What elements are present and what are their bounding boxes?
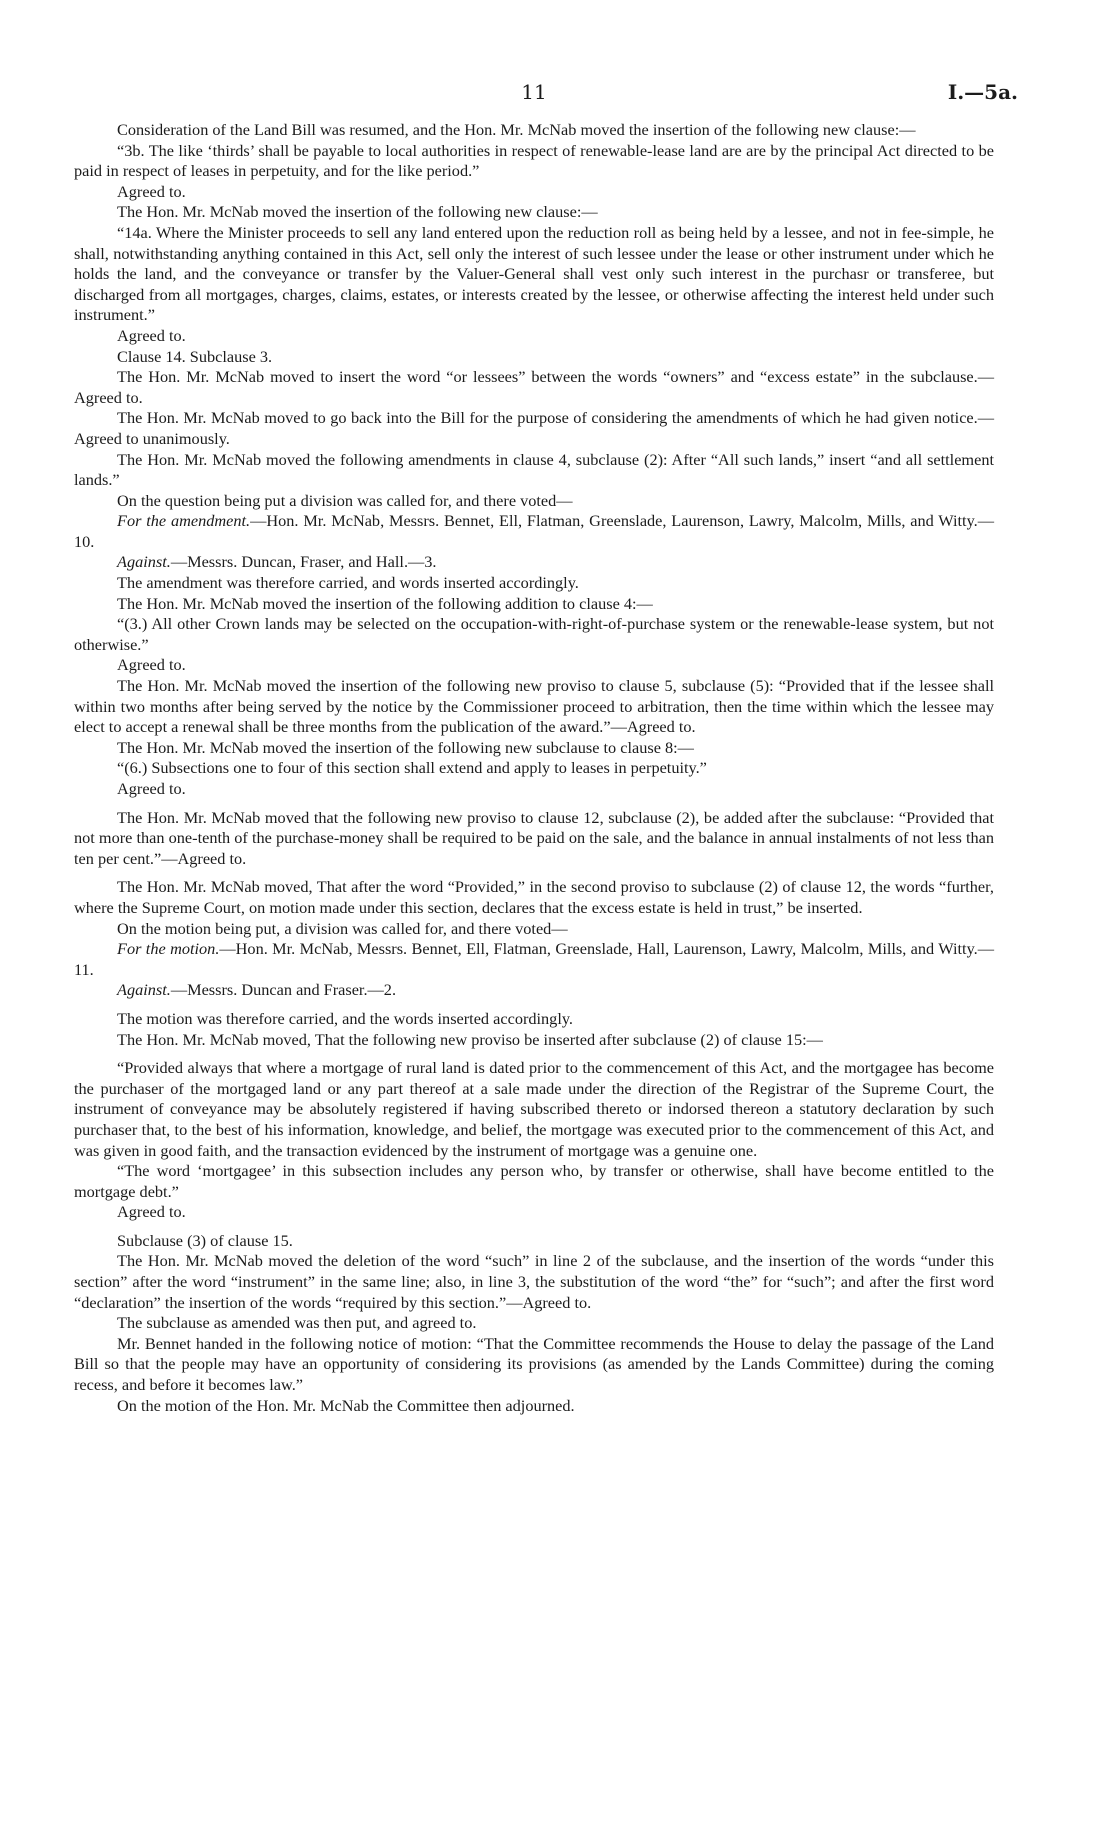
vote-label: For the amendment. xyxy=(117,511,251,531)
paragraph-text: The amendment was therefore carried, and words inserted accordingly. xyxy=(117,573,579,593)
paragraph xyxy=(74,573,994,594)
paragraph-text: —Messrs. Duncan and Fraser.—2. xyxy=(170,980,397,1000)
paragraph-text: The Hon. Mr. McNab moved the insertion of the following new clause:— xyxy=(117,202,598,222)
paragraph-text: The Hon. Mr. McNab moved the following amendments in clause 4, subclause (2): After “All such lands,” insert “and all settlement lands.” xyxy=(74,449,994,490)
paragraph xyxy=(74,491,994,512)
paragraph-text: Subclause (3) of clause 15. xyxy=(117,1230,293,1250)
paragraph xyxy=(74,758,994,779)
paragraph-text: The motion was therefore carried, and the words inserted accordingly. xyxy=(117,1008,574,1028)
paragraph xyxy=(74,202,994,223)
paragraph-text: The Hon. Mr. McNab moved the insertion of the following new proviso to clause 5, subclause (5): “Provided that if the lessee shall within two months after being served by the notice by the Commissioner proceed to arbitration, then the time within which the lessee may elect to accept a renewal shall be three months from the publication of the award.”—Agreed to. xyxy=(74,676,994,737)
paragraph xyxy=(74,779,994,800)
paragraph xyxy=(74,1334,994,1396)
vote-label: For the motion. xyxy=(117,939,220,959)
paragraph-text: The Hon. Mr. McNab moved that the following new proviso to clause 12, subclause (2), be added after the subclause: “Provided that not more than one-tenth of the purchase-money shall be required to be paid on the sale, and the balance in annual instalments of not less than ten per cent.”—Agreed to. xyxy=(74,807,994,868)
paragraph xyxy=(74,614,994,655)
paragraph xyxy=(74,367,994,408)
paragraph-text: “3b. The like ‘thirds’ shall be payable to local authorities in respect of renewable-lease land are are by the principal Act directed to be paid in respect of leases in perpetuity, and for the like period.” xyxy=(74,140,994,181)
paragraph xyxy=(74,1231,994,1252)
paragraph xyxy=(74,120,994,141)
paragraph-text: “14a. Where the Minister proceeds to sell any land entered upon the reduction roll as being held by a lessee, and not in fee-simple, he shall, notwithstanding anything contained in this Act, sell only the interest of such lessee under the lease or other instrument under which he holds the land, and the conveyance or transfer by the Valuer-General shall vest only such interest in the purchasr or transferee, but discharged from all mortgages, charges, claims, estates, or interests created by the lessee, or otherwise affecting the interest held under such instrument.” xyxy=(74,222,994,325)
paragraph xyxy=(74,1058,994,1161)
paragraph xyxy=(74,655,994,676)
paragraph-text: The Hon. Mr. McNab moved the insertion of the following addition to clause 4:— xyxy=(117,593,653,613)
paragraph-text: “(3.) All other Crown lands may be selected on the occupation-with-right-of-purchase system or the renewable-lease system, but not otherwise.” xyxy=(74,614,994,654)
paragraph-text: Clause 14. Subclause 3. xyxy=(117,346,273,366)
paragraph-text: Agreed to. xyxy=(117,655,186,675)
page-number: 11 xyxy=(521,80,547,104)
paragraph xyxy=(74,808,994,870)
paragraph-text: —Hon. Mr. McNab, Messrs. Bennet, Ell, Flatman, Greenslade, Hall, Laurenson, Lawry, Malcolm, Mills, and Witty.—11. xyxy=(74,939,995,979)
document-page xyxy=(74,80,1018,1416)
paragraph xyxy=(74,326,994,347)
paragraph xyxy=(74,182,994,203)
document-reference: I.—5a. xyxy=(947,80,1018,104)
paragraph-text: —Hon. Mr. McNab, Messrs. Bennet, Ell, Flatman, Greenslade, Laurenson, Lawry, Malcolm, Mills, and Witty.—10. xyxy=(74,511,995,551)
paragraph xyxy=(74,450,994,491)
paragraph xyxy=(74,1009,994,1030)
paragraph-text: The Hon. Mr. McNab moved, That after the word “Provided,” in the second proviso to subclause (2) of clause 12, the words “further, where the Supreme Court, on motion made under this section, declares that the excess estate is held in trust,” be inserted. xyxy=(74,877,994,917)
page-header xyxy=(74,80,1018,120)
paragraph xyxy=(74,738,994,759)
paragraph-text: On the question being put a division was called for, and there voted— xyxy=(117,490,573,510)
paragraph xyxy=(74,1313,994,1334)
paragraph-text: The subclause as amended was then put, and agreed to. xyxy=(117,1313,477,1333)
paragraph-text: Agreed to. xyxy=(117,181,186,201)
paragraph-text: On the motion of the Hon. Mr. McNab the Committee then adjourned. xyxy=(117,1395,575,1415)
paragraph xyxy=(74,594,994,615)
paragraph xyxy=(74,223,994,326)
vote-label: Against. xyxy=(117,552,171,572)
paragraph xyxy=(74,1251,994,1313)
paragraph-text: Agreed to. xyxy=(117,779,186,798)
paragraph-text: Agreed to. xyxy=(117,325,186,345)
paragraph xyxy=(74,980,994,1001)
paragraph xyxy=(74,1396,994,1417)
paragraph-text: Consideration of the Land Bill was resumed, and the Hon. Mr. McNab moved the insertion of the following new clause:— xyxy=(117,120,916,139)
paragraph-text: The Hon. Mr. McNab moved the deletion of the word “such” in line 2 of the subclause, and the insertion of the words “under this section” after the word “instrument” in the same line; also, in line 3, the substitution of the word “the” for “such”; and after the first word “declaration” the insertion of the words “required by this section.”—Agreed to. xyxy=(74,1251,994,1312)
paragraph-text: Agreed to. xyxy=(117,1202,186,1222)
paragraph-text: Mr. Bennet handed in the following notice of motion: “That the Committee recommends the House to delay the passage of the Land Bill so that the people may have an opportunity of considering its provisions (as amended by the Lands Committee) during the coming recess, and before it becomes law.” xyxy=(74,1333,994,1395)
paragraph-text: On the motion being put, a division was called for, and there voted— xyxy=(117,918,568,938)
paragraph xyxy=(74,1161,994,1202)
paragraph xyxy=(74,552,994,573)
paragraph xyxy=(74,877,994,918)
paragraph xyxy=(74,939,994,980)
paragraph xyxy=(74,676,994,738)
paragraph xyxy=(74,919,994,940)
paragraph xyxy=(74,408,994,449)
vote-label: Against. xyxy=(117,980,171,1000)
paragraph xyxy=(74,511,994,552)
paragraph xyxy=(74,1202,994,1223)
proceedings-text xyxy=(74,120,994,1416)
paragraph xyxy=(74,1030,994,1051)
paragraph-text: The Hon. Mr. McNab moved to insert the word “or lessees” between the words “owners” and “excess estate” in the subclause.—Agreed to. xyxy=(74,367,994,407)
paragraph-text: “The word ‘mortgagee’ in this subsection includes any person who, by transfer or otherwise, shall have become entitled to the mortgage debt.” xyxy=(74,1161,994,1201)
paragraph xyxy=(74,347,994,368)
paragraph-text: The Hon. Mr. McNab moved the insertion of the following new subclause to clause 8:— xyxy=(117,737,694,757)
paragraph-text: The Hon. Mr. McNab moved, That the following new proviso be inserted after subclause (2) of clause 15:— xyxy=(117,1029,823,1049)
paragraph-text: “Provided always that where a mortgage of rural land is dated prior to the commencement of this Act, and the mortgagee has become the purchaser of the mortgaged land or any part thereof at a sale made under the direction of the Registrar of the Supreme Court, the instrument of conveyance may be absolutely registered if having subscribed thereto or indorsed thereon a statutory declaration by such purchaser that, to the best of his information, knowledge, and belief, the mortgage was executed prior to the commencement of this Act, and was given in good faith, and the transaction evidenced by the instrument of mortgage was a genuine one. xyxy=(74,1058,994,1160)
paragraph-text: —Messrs. Duncan, Fraser, and Hall.—3. xyxy=(170,552,437,572)
paragraph-text: The Hon. Mr. McNab moved to go back into the Bill for the purpose of considering the amendments of which he had given notice.—Agreed to unanimously. xyxy=(74,408,994,448)
paragraph-text: “(6.) Subsections one to four of this section shall extend and apply to leases in perpetuity.” xyxy=(117,758,707,778)
paragraph xyxy=(74,141,994,182)
